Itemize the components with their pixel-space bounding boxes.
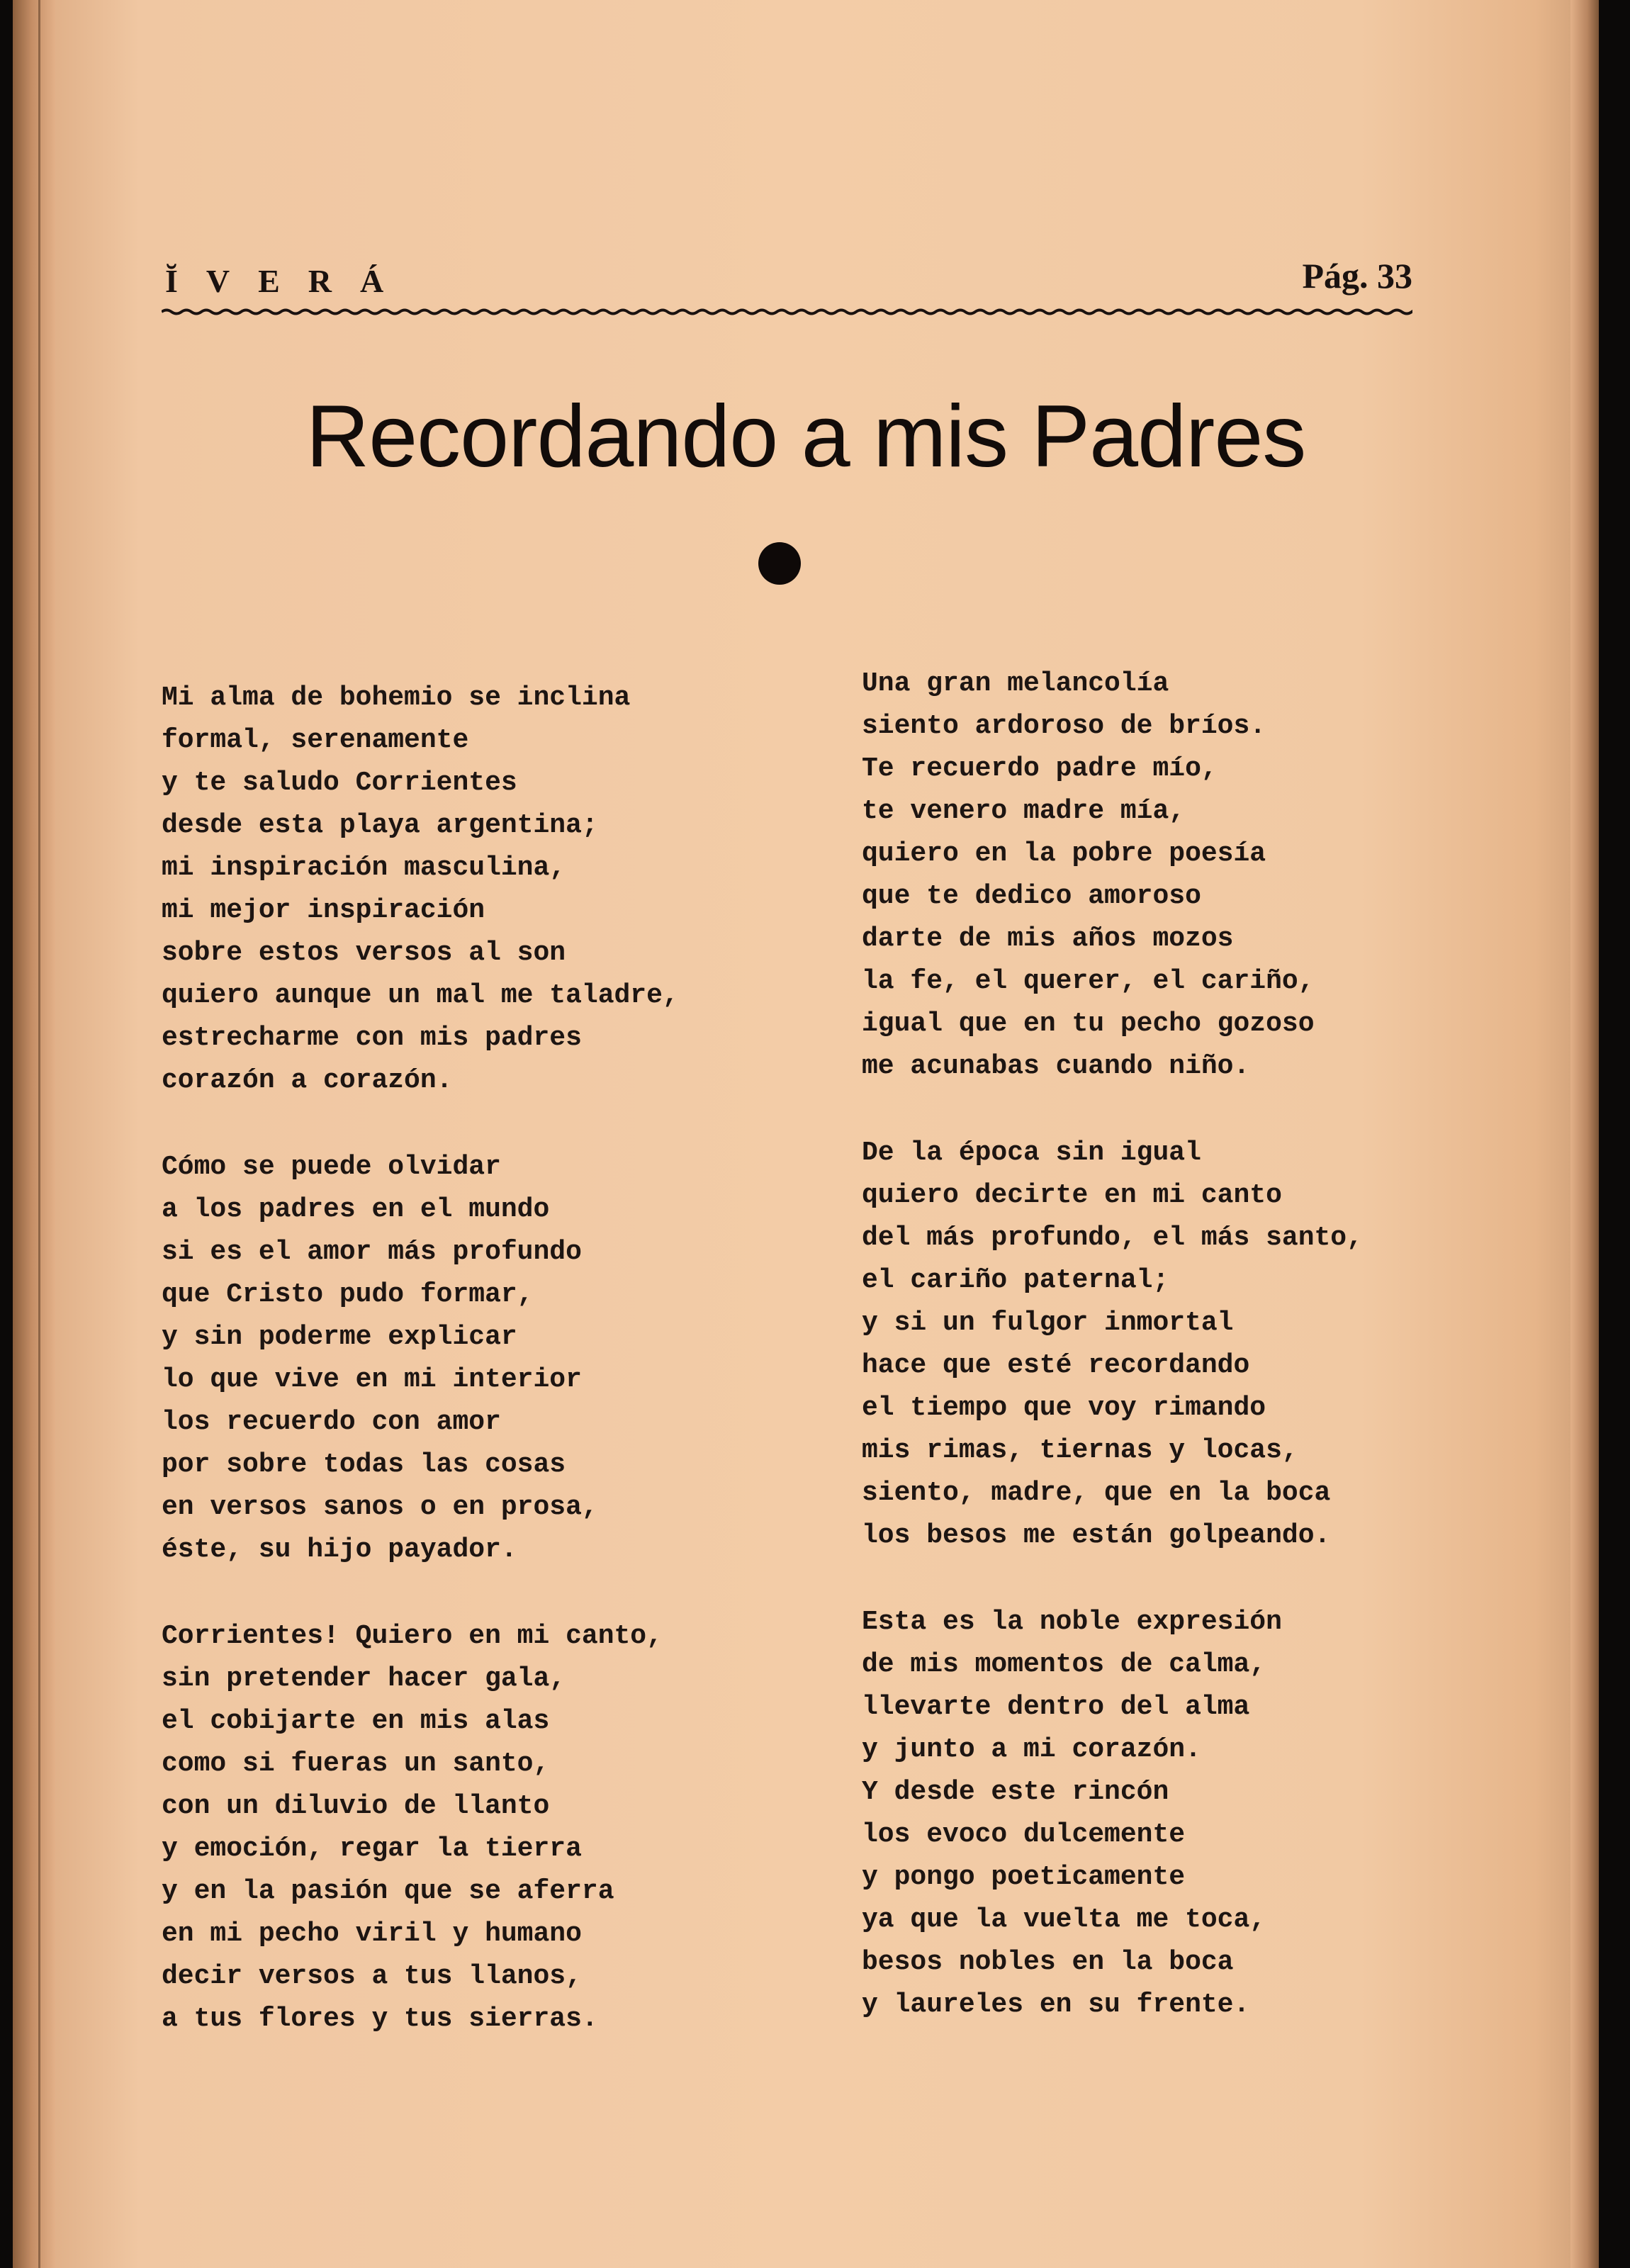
verse-line: mi mejor inspiración xyxy=(162,895,485,926)
verse-line: en mi pecho viril y humano xyxy=(162,1919,582,1949)
verse-line: llevarte dentro del alma xyxy=(862,1692,1250,1722)
verse-line: el cariño paternal; xyxy=(862,1265,1169,1296)
verse-line: Una gran melancolía xyxy=(862,668,1169,699)
verse-line: te venero madre mía, xyxy=(862,796,1186,826)
verse-line: los evoco dulcemente xyxy=(862,1819,1186,1850)
verse-line: el cobijarte en mis alas xyxy=(162,1706,550,1736)
verse-line: decir versos a tus llanos, xyxy=(162,1961,582,1992)
book-page xyxy=(13,0,1599,2268)
verse-line: y sin poderme explicar xyxy=(162,1322,517,1352)
verse-line: y junto a mi corazón. xyxy=(862,1734,1201,1765)
verse-line: Esta es la noble expresión xyxy=(862,1607,1282,1637)
verse-line: ya que la vuelta me toca, xyxy=(862,1904,1266,1935)
verse-line: con un diluvio de llanto xyxy=(162,1791,550,1821)
verse-line: como si fueras un santo, xyxy=(162,1748,550,1779)
book-spine-shadow xyxy=(13,0,55,2268)
poem-column-left xyxy=(162,677,729,2084)
verse-line: quiero aunque un mal me taladre, xyxy=(162,980,679,1011)
verse-line: Cómo se puede olvidar xyxy=(162,1152,501,1182)
verse-line: y emoción, regar la tierra xyxy=(162,1834,582,1864)
running-header xyxy=(165,255,1412,298)
stanza xyxy=(162,1615,729,2040)
verse-line: mi inspiración masculina, xyxy=(162,853,566,883)
verse-line: siento, madre, que en la boca xyxy=(862,1478,1331,1508)
verse-line: por sobre todas las cosas xyxy=(162,1449,566,1480)
verse-line: y laureles en su frente. xyxy=(862,1989,1250,2020)
stanza xyxy=(162,1146,729,1571)
verse-line: los recuerdo con amor xyxy=(162,1407,501,1437)
poem-title: Recordando a mis Padres xyxy=(305,388,1306,485)
poem-column-right xyxy=(862,663,1429,2070)
stanza xyxy=(162,677,729,1102)
verse-line: Corrientes! Quiero en mi canto, xyxy=(162,1621,663,1651)
verse-line: besos nobles en la boca xyxy=(862,1947,1234,1977)
verse-line: si es el amor más profundo xyxy=(162,1237,582,1267)
verse-line: y pongo poeticamente xyxy=(862,1862,1186,1892)
verse-line: sobre estos versos al son xyxy=(162,938,566,968)
verse-line: lo que vive en mi interior xyxy=(162,1364,582,1395)
verse-line: igual que en tu pecho gozoso xyxy=(862,1009,1315,1039)
verse-line: De la época sin igual xyxy=(862,1138,1201,1168)
ornament-bullet xyxy=(758,542,801,585)
verse-line: Te recuerdo padre mío, xyxy=(862,753,1218,784)
verse-line: me acunabas cuando niño. xyxy=(862,1051,1250,1082)
verse-line: que Cristo pudo formar, xyxy=(162,1279,534,1310)
verse-line: y si un fulgor inmortal xyxy=(862,1308,1234,1338)
verse-line: a los padres en el mundo xyxy=(162,1194,550,1225)
verse-line: quiero en la pobre poesía xyxy=(862,838,1266,869)
verse-line: los besos me están golpeando. xyxy=(862,1520,1331,1551)
verse-line: la fe, el querer, el cariño, xyxy=(862,966,1315,997)
verse-line: del más profundo, el más santo, xyxy=(862,1223,1363,1253)
stanza xyxy=(862,663,1429,1088)
stanza xyxy=(862,1601,1429,2026)
verse-line: desde esta playa argentina; xyxy=(162,810,598,841)
verse-line: éste, su hijo payador. xyxy=(162,1534,517,1565)
verse-line: siento ardoroso de bríos. xyxy=(862,711,1266,741)
verse-line: corazón a corazón. xyxy=(162,1065,453,1096)
stanza xyxy=(862,1132,1429,1557)
verse-line: Mi alma de bohemio se inclina xyxy=(162,683,631,713)
verse-line: hace que esté recordando xyxy=(862,1350,1250,1381)
page-edge-shadow xyxy=(1570,0,1599,2268)
page-number: Pág. 33 xyxy=(1302,256,1412,296)
verse-line: que te dedico amoroso xyxy=(862,881,1201,911)
journal-name: ĬVERÁ xyxy=(165,263,412,299)
wavy-header-rule xyxy=(162,305,1412,319)
verse-line: el tiempo que voy rimando xyxy=(862,1393,1266,1423)
verse-line: sin pretender hacer gala, xyxy=(162,1663,566,1694)
verse-line: quiero decirte en mi canto xyxy=(862,1180,1282,1211)
verse-line: mis rimas, tiernas y locas, xyxy=(862,1435,1298,1466)
verse-line: de mis momentos de calma, xyxy=(862,1649,1266,1680)
verse-line: darte de mis años mozos xyxy=(862,924,1234,954)
verse-line: estrecharme con mis padres xyxy=(162,1023,582,1053)
verse-line: a tus flores y tus sierras. xyxy=(162,2004,598,2034)
verse-line: y te saludo Corrientes xyxy=(162,768,517,798)
verse-line: formal, serenamente xyxy=(162,725,469,756)
verse-line: y en la pasión que se aferra xyxy=(162,1876,614,1907)
page-fold-line xyxy=(38,0,40,2268)
verse-line: en versos sanos o en prosa, xyxy=(162,1492,598,1522)
verse-line: Y desde este rincón xyxy=(862,1777,1169,1807)
